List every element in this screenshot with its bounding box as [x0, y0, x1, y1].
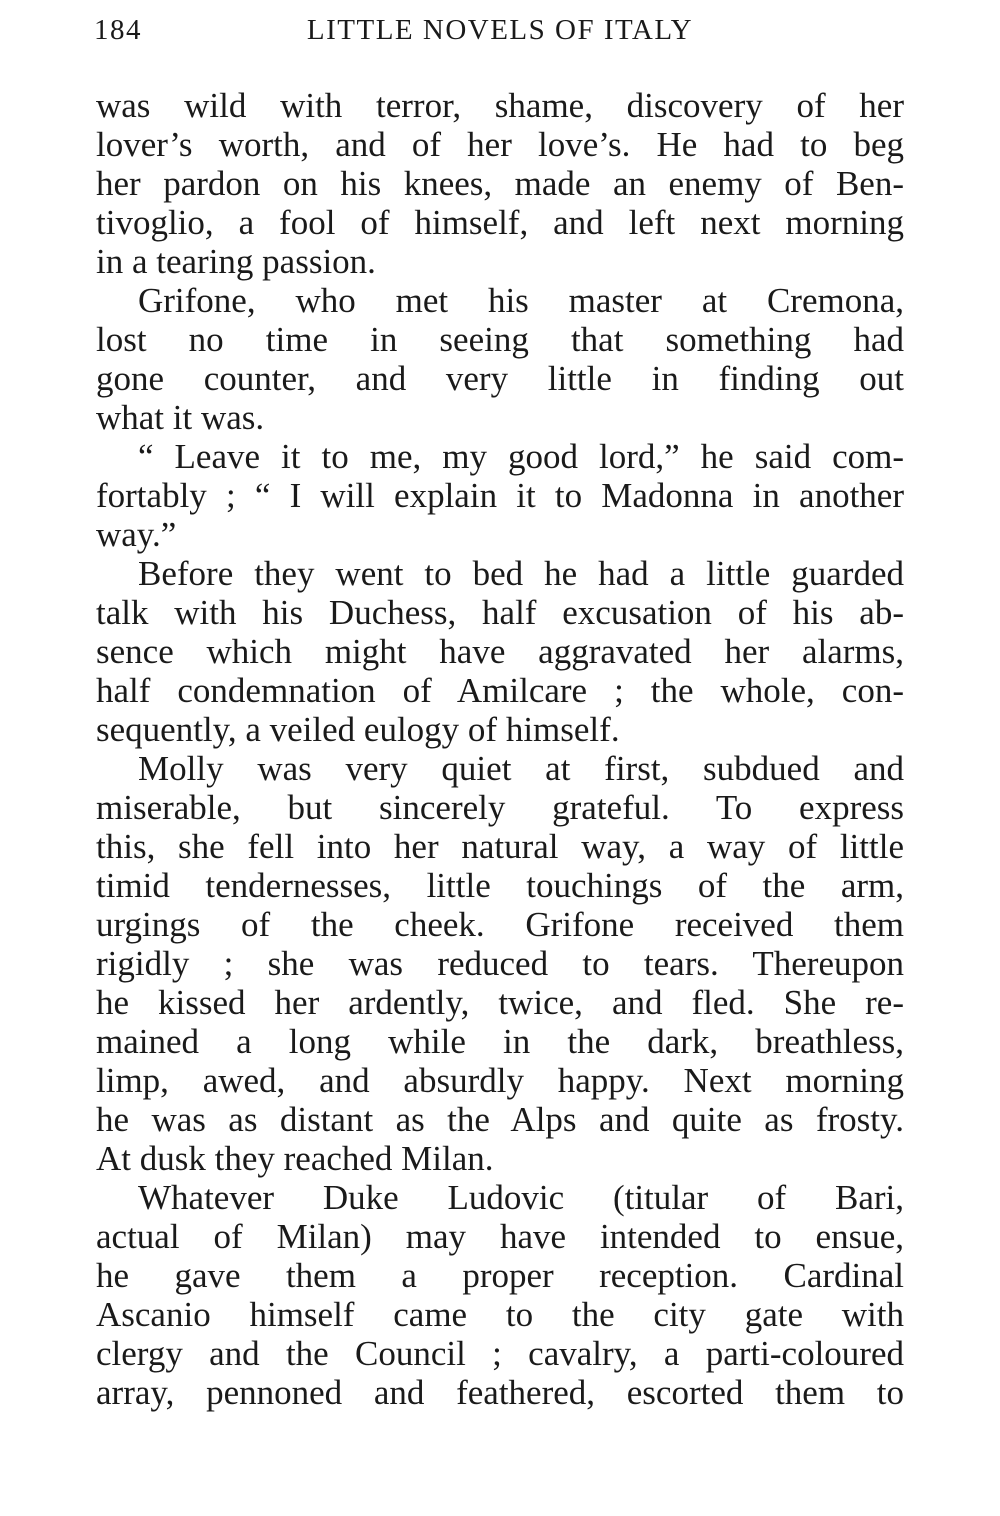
text-line: limp, awed, and absurdly happy. Next morning	[96, 1061, 904, 1100]
text-line: Whatever Duke Ludovic (titular of Bari,	[138, 1178, 904, 1217]
text-line: in a tearing passion.	[96, 242, 376, 281]
text-line: sence which might have aggravated her alarms,	[96, 632, 904, 671]
text-line: what it was.	[96, 398, 265, 437]
text-line: miserable, but sincerely grateful. To express	[96, 788, 904, 827]
body-text	[96, 86, 904, 1412]
running-head	[94, 14, 906, 54]
text-line: actual of Milan) may have intended to ensue,	[96, 1217, 904, 1256]
paragraph	[96, 281, 904, 437]
text-line: he kissed her ardently, twice, and fled. She re-	[96, 983, 904, 1022]
running-title: LITTLE NOVELS OF ITALY	[306, 14, 694, 46]
text-line: urgings of the cheek. Grifone received them	[96, 905, 904, 944]
text-line: talk with his Duchess, half excusation of his ab-	[96, 593, 904, 632]
text-line: “ Leave it to me, my good lord,” he said com-	[138, 437, 904, 476]
text-line: lost no time in seeing that something had	[96, 320, 904, 359]
text-line: rigidly ; she was reduced to tears. Thereupon	[96, 944, 904, 983]
text-line: way.”	[96, 515, 177, 554]
text-line: array, pennoned and feathered, escorted them to	[96, 1373, 904, 1412]
text-line: At dusk they reached Milan.	[96, 1139, 494, 1178]
paragraph	[96, 1178, 904, 1412]
text-line: this, she fell into her natural way, a way of little	[96, 827, 904, 866]
text-line: he gave them a proper reception. Cardinal	[96, 1256, 904, 1295]
text-line: lover’s worth, and of her love’s. He had to beg	[96, 125, 904, 164]
text-line: half condemnation of Amilcare ; the whole, con-	[96, 671, 904, 710]
text-line: fortably ; “ I will explain it to Madonna in another	[96, 476, 904, 515]
paragraph	[96, 554, 904, 749]
text-line: clergy and the Council ; cavalry, a parti-coloured	[96, 1334, 904, 1373]
text-line: timid tendernesses, little touchings of the arm,	[96, 866, 904, 905]
text-line: Ascanio himself came to the city gate with	[96, 1295, 904, 1334]
paragraph	[96, 749, 904, 1178]
text-line: he was as distant as the Alps and quite as frosty.	[96, 1100, 904, 1139]
text-line: was wild with terror, shame, discovery of her	[96, 86, 904, 125]
text-line: tivoglio, a fool of himself, and left next morning	[96, 203, 904, 242]
text-line: her pardon on his knees, made an enemy of Ben-	[96, 164, 904, 203]
page-number: 184	[94, 14, 142, 46]
text-line: mained a long while in the dark, breathless,	[96, 1022, 904, 1061]
text-line: sequently, a veiled eulogy of himself.	[96, 710, 620, 749]
paragraph	[96, 86, 904, 281]
text-line: gone counter, and very little in finding out	[96, 359, 904, 398]
text-line: Before they went to bed he had a little guarded	[138, 554, 904, 593]
paragraph	[96, 437, 904, 554]
text-line: Grifone, who met his master at Cremona,	[138, 281, 904, 320]
text-line: Molly was very quiet at first, subdued and	[138, 749, 904, 788]
